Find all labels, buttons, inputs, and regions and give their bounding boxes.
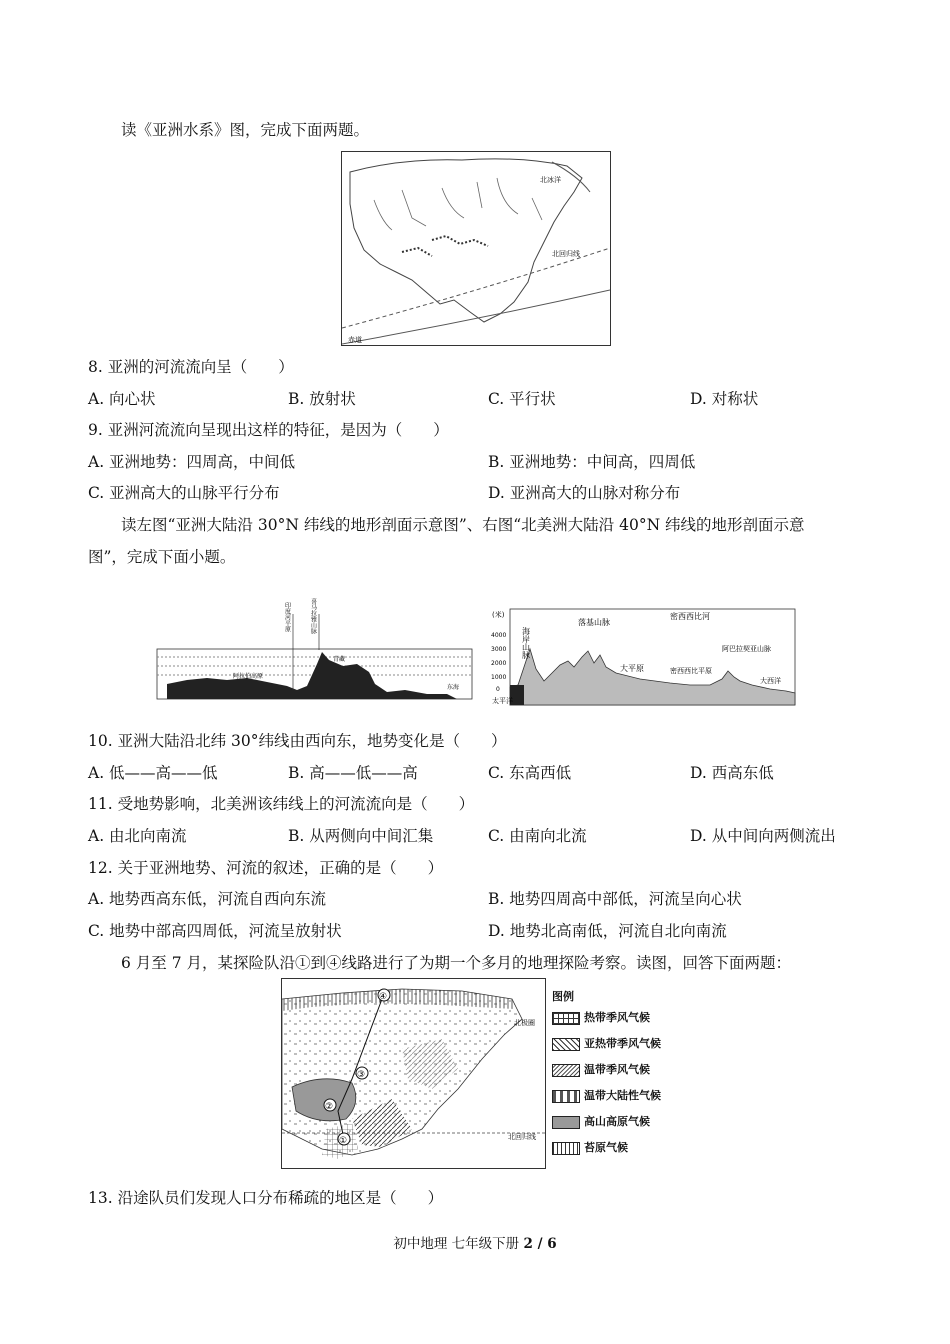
label-arabian-plateau: 阿拉伯高原	[233, 673, 264, 680]
hatch-swatch-icon	[552, 1064, 580, 1077]
na-rocky-mtns: 落基山脉	[578, 618, 610, 627]
q11-option-a: A. 由北向南流	[88, 827, 187, 845]
asia-profile-figure	[147, 594, 477, 706]
q12-option-b: B. 地势四周高中部低，河流呈向心状	[488, 890, 742, 908]
na-coast-range: 海岸山脉	[521, 627, 531, 659]
q8-option-a: A. 向心状	[88, 390, 156, 408]
q12-option-c: C. 地势中部高四周低，河流呈放射状	[88, 922, 342, 940]
page-footer	[0, 1232, 950, 1252]
na-unit-label: (米)	[492, 611, 505, 619]
q9-option-c: C. 亚洲高大的山脉平行分布	[88, 484, 280, 502]
question-8: 8. 亚洲的河流流向呈（ ）	[88, 358, 294, 376]
page-number: 2 / 6	[523, 1236, 557, 1252]
marker-2: ②	[325, 1102, 334, 1112]
marker-1: ①	[339, 1136, 348, 1146]
climate-map	[281, 978, 546, 1169]
q10-option-c: C. 东高西低	[488, 764, 572, 782]
intro-asia-water: 读《亚洲水系》图，完成下面两题。	[121, 121, 370, 139]
legend-subtropical-monsoon: 亚热带季风气候	[552, 1035, 661, 1051]
q11-option-b: B. 从两侧向中间汇集	[288, 827, 434, 845]
legend-tundra: 苔原气候	[552, 1139, 628, 1155]
q11-option-c: C. 由南向北流	[488, 827, 587, 845]
label-indus-plain: 印度河平原	[283, 602, 291, 632]
question-9: 9. 亚洲河流流向呈现出这样的特征，是因为（ ）	[88, 421, 449, 439]
arctic-circle-label: 北极圈	[514, 1019, 535, 1027]
q10-option-a: A. 低——高——低	[88, 764, 218, 782]
question-13: 13. 沿途队员们发现人口分布稀疏的地区是（ ）	[88, 1189, 444, 1207]
arctic-ocean-label: 北冰洋	[540, 176, 561, 184]
vertical-swatch-icon	[552, 1142, 580, 1155]
equator-label: 赤道	[348, 336, 362, 344]
intro-profiles-2: 图”，完成下面小题。	[88, 548, 236, 566]
tropic-label: 北回归线	[552, 250, 580, 258]
q9-option-d: D. 亚洲高大的山脉对称分布	[488, 484, 681, 502]
legend-tropical-monsoon: 热带季风气候	[552, 1009, 650, 1025]
na-miss-plain: 密西西比平原	[670, 667, 712, 675]
marker-3: ③	[357, 1070, 366, 1080]
na-pacific: 太平洋	[492, 697, 513, 705]
q8-option-c: C. 平行状	[488, 390, 556, 408]
question-12: 12. 关于亚洲地势、河流的叙述，正确的是（ ）	[88, 859, 444, 877]
legend-temperate-monsoon: 温带季风气候	[552, 1061, 650, 1077]
q8-option-d: D. 对称状	[690, 390, 759, 408]
legend-title: 图例	[552, 990, 574, 1003]
legend-highland: 高山高原气候	[552, 1113, 650, 1129]
footer-text: 初中地理 七年级下册	[393, 1236, 524, 1252]
q12-option-a: A. 地势西高东低，河流自西向东流	[88, 890, 327, 908]
marker-4: ④	[379, 992, 388, 1002]
q10-option-b: B. 高——低——高	[288, 764, 418, 782]
na-mississippi: 密西西比河	[670, 612, 710, 621]
label-tibet: 青藏	[333, 656, 346, 663]
q9-option-a: A. 亚洲地势：四周高，中间低	[88, 453, 296, 471]
label-himalaya: 喜马拉雅山脉	[309, 598, 317, 634]
na-appalachian: 阿巴拉契亚山脉	[722, 645, 771, 653]
q8-option-b: B. 放射状	[288, 390, 356, 408]
na-tick-2000: 2000	[491, 660, 507, 667]
q10-option-d: D. 西高东低	[690, 764, 774, 782]
na-tick-3000: 3000	[491, 646, 507, 653]
q9-option-b: B. 亚洲地势：中间高，四周低	[488, 453, 696, 471]
na-tick-4000: 4000	[491, 632, 507, 639]
na-atlantic: 大西洋	[760, 677, 781, 685]
label-east-sea: 东海	[447, 684, 460, 691]
na-tick-0: 0	[496, 686, 500, 693]
na-great-plains: 大平原	[620, 664, 644, 673]
q11-option-d: D. 从中间向两侧流出	[690, 827, 836, 845]
q12-option-d: D. 地势北高南低，河流自北向南流	[488, 922, 727, 940]
na-profile-figure	[490, 607, 800, 707]
question-10: 10. 亚洲大陆沿北纬 30°纬线由西向东，地势变化是（ ）	[88, 732, 507, 750]
intro-profiles-1: 读左图“亚洲大陆沿 30°N 纬线的地形剖面示意图”、右图“北美洲大陆沿 40°N 纬线的地形剖面示意	[121, 516, 805, 534]
gray-swatch-icon	[552, 1116, 580, 1129]
diagonal-swatch-icon	[552, 1038, 580, 1051]
legend-temperate-continental: 温带大陆性气候	[552, 1087, 661, 1103]
na-tick-1000: 1000	[491, 674, 507, 681]
dash-swatch-icon	[552, 1090, 580, 1103]
tropic-of-cancer-label: 北回归线	[508, 1133, 536, 1141]
asia-water-map	[341, 151, 611, 346]
question-11: 11. 受地势影响，北美洲该纬线上的河流流向是（ ）	[88, 795, 475, 813]
intro-expedition: 6 月至 7 月，某探险队沿①到④线路进行了为期一个多月的地理探险考察。读图，回答下面两题：	[121, 954, 792, 972]
grid-swatch-icon	[552, 1012, 580, 1025]
